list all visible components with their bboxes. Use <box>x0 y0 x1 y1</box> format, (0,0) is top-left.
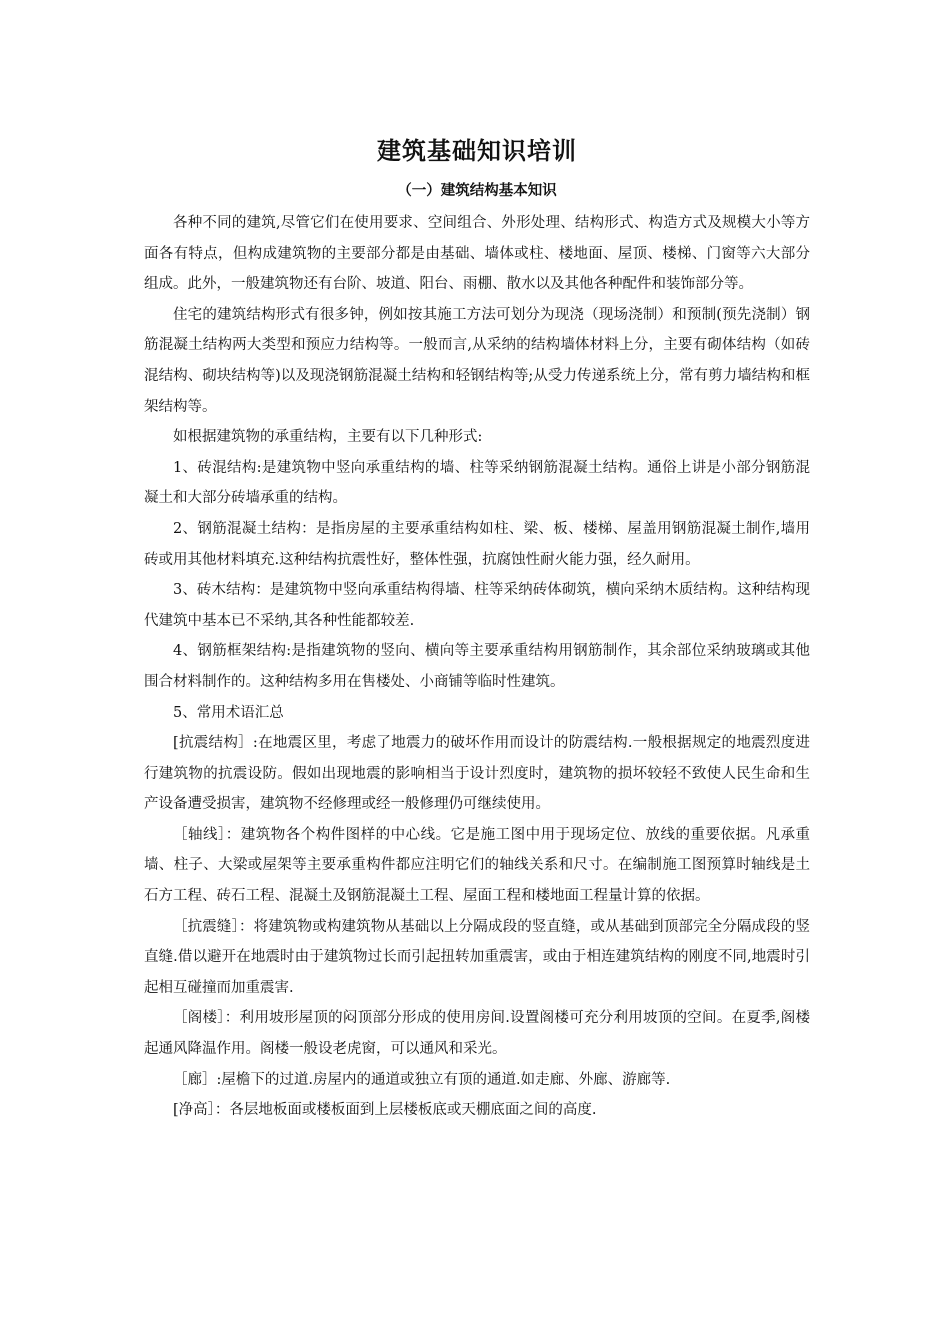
paragraph-load-bearing-intro: 如根据建筑物的承重结构，主要有以下几种形式: <box>173 429 483 446</box>
term-seismic-structure: [抗震结构］:在地震区里，考虑了地震力的破坏作用而设计的防震结构.一般根据规定的地震烈度进行建筑物的抗震设防。假如出现地震的影响相当于设计烈度时，建筑物的损坏较轻不致使人民生命和生产设备遭受损害，建筑物不经修理或经一般修理仍可继续使用。 <box>144 735 810 813</box>
document-title: 建筑基础知识培训 <box>377 137 577 165</box>
paragraph-steel-frame: 4、钢筋框架结构:是指建筑物的竖向、横向等主要承重结构用钢筋制作，其余部位采纳玻璃或其他围合材料制作的。这种结构多用在售楼处、小商铺等临时性建筑。 <box>144 643 810 690</box>
paragraph-brick-wood: 3、砖木结构：是建筑物中竖向承重结构得墙、柱等采纳砖体砌筑，横向采纳木质结构。这种结构现代建筑中基本已不采纳,其各种性能都较差. <box>144 582 810 629</box>
paragraph-structure-types: 住宅的建筑结构形式有很多钟，例如按其施工方法可划分为现浇（现场浇制）和预制(预先浇制）钢筋混凝土结构两大类型和预应力结构等。一般而言,从采纳的结构墙体材料上分，主要有砌体结构（如砖混结构、砌块结构等)以及现浇钢筋混凝土结构和轻钢结构等;从受力传递系统上分，常有剪力墙结构和框架结构等。 <box>144 306 810 415</box>
term-seismic-joint: ［抗震缝］：将建筑物或构建筑物从基础以上分隔成段的竖直缝，或从基础到顶部完全分隔成段的竖直缝.借以避开在地震时由于建筑物过长而引起扭转加重震害，或由于相连建筑结构的刚度不同,地震时引起相互碰撞而加重震害. <box>144 918 810 996</box>
paragraph-building-components: 各种不同的建筑,尽管它们在使用要求、空间组合、外形处理、结构形式、构造方式及规模大小等方面各有特点，但构成建筑物的主要部分都是由基础、墙体或柱、楼地面、屋顶、楼梯、门窗等六大部分组成。此外，一般建筑物还有台阶、坡道、阳台、雨棚、散水以及其他各种配件和装饰部分等。 <box>144 215 810 293</box>
term-corridor: ［廊］:屋檐下的过道.房屋内的通道或独立有顶的通道.如走廊、外廊、游廊等. <box>173 1071 671 1088</box>
document-page <box>144 128 810 1126</box>
term-attic: ［阁楼］：利用坡形屋顶的闷顶部分形成的使用房间.设置阁楼可充分利用坡顶的空间。在夏季,阁楼起通风降温作用。阁楼一般设老虎窗，可以通风和采光。 <box>144 1010 810 1058</box>
term-axis-line: ［轴线］：建筑物各个构件图样的中心线。它是施工图中用于现场定位、放线的重要依据。凡承重墙、柱子、大梁或屋架等主要承重构件都应注明它们的轴线关系和尺寸。在编制施工图预算时轴线是土石方工程、砖石工程、混凝土及钢筋混凝土工程、屋面工程和楼地面工程量计算的依据。 <box>144 826 810 905</box>
term-clear-height: [净高］：各层地板面或楼板面到上层楼板底或天棚底面之间的高度. <box>173 1102 597 1119</box>
section-heading: （一）建筑结构基本知识 <box>397 183 557 199</box>
paragraph-brick-concrete: 1、砖混结构:是建筑物中竖向承重结构的墙、柱等采纳钢筋混凝土结构。通俗上讲是小部分钢筋混凝土和大部分砖墙承重的结构。 <box>144 459 810 507</box>
paragraph-terms-heading: 5、常用术语汇总 <box>173 704 284 721</box>
paragraph-reinforced-concrete: 2、钢筋混凝土结构：是指房屋的主要承重结构如柱、梁、板、楼梯、屋盖用钢筋混凝土制作,墙用砖或用其他材料填充.这种结构抗震性好，整体性强，抗腐蚀性耐火能力强，经久耐用。 <box>144 520 810 568</box>
